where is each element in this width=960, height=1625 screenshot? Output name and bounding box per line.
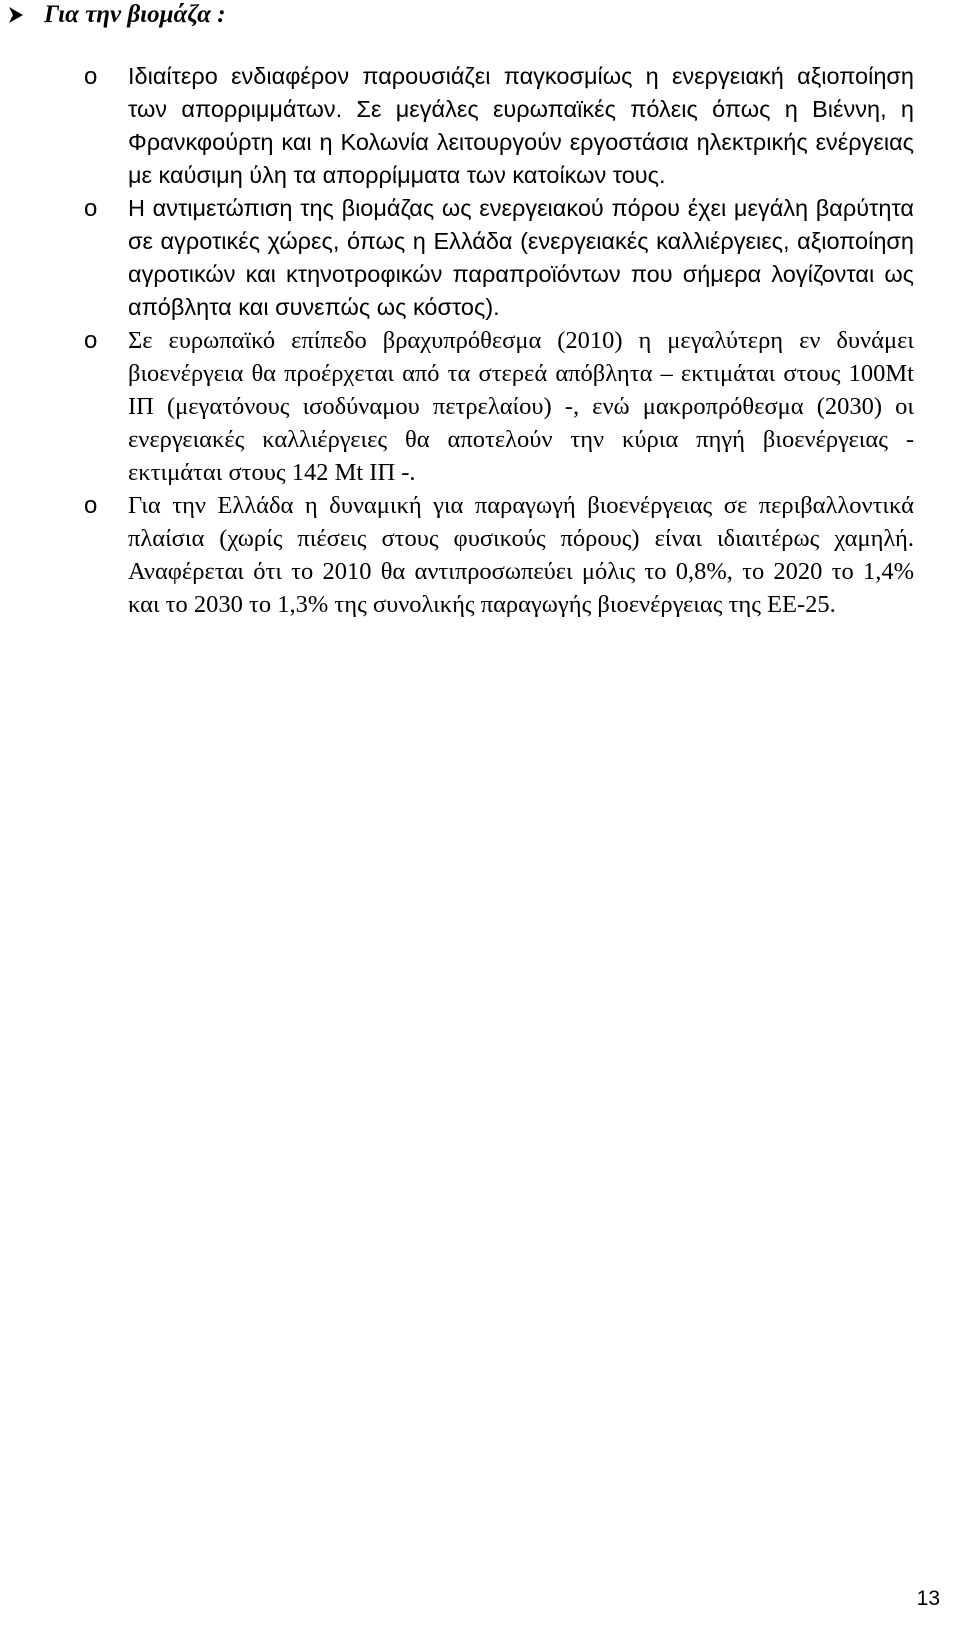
bullet-list: [0, 60, 960, 621]
list-item-text: Ιδιαίτερο ενδιαφέρον παρουσιάζει παγκοσμίως η ενεργειακή αξιοποίηση των απορριμμάτων. Σε μεγάλες ευρωπαϊκές πόλεις όπως η Βιέννη, η Φρανκφούρτη και η Κολωνία λειτουργούν εργοστάσια ηλεκτρικής ενέργειας με καύσιμη ύλη τα απορρίμματα των κατοίκων τους.: [128, 63, 914, 188]
list-item: [0, 324, 914, 489]
list-item: [0, 192, 914, 324]
section-heading: [8, 0, 226, 30]
list-bullet: o: [84, 327, 98, 354]
arrow-bullet-icon: [8, 6, 24, 24]
list-bullet: o: [84, 63, 98, 90]
list-item-text: Για την Ελλάδα η δυναμική για παραγωγή βιοενέργειας σε περιβαλλοντικά πλαίσια (χωρίς πιέσεις στους φυσικούς πόρους) είναι ιδιαιτέρως χαμηλή. Αναφέρεται ότι το 2010 θα αντιπροσωπεύει μόλις το 0,8%, το 2020 το 1,4% και το 2030 το 1,3% της συνολικής παραγωγής βιοενέργειας της ΕΕ-25.: [128, 492, 914, 618]
list-item: [0, 60, 914, 192]
list-item-text: Η αντιμετώπιση της βιομάζας ως ενεργειακού πόρου έχει μεγάλη βαρύτητα σε αγροτικές χώρες, όπως η Ελλάδα (ενεργειακές καλλιέργειες, αξιοποίηση αγροτικών και κτηνοτροφικών παραπροϊόντων που σήμερα λογίζονται ως απόβλητα και συνεπώς ως κόστος).: [128, 195, 914, 320]
section-title: Για την βιομάζα :: [44, 1, 226, 28]
page-number: 13: [916, 1587, 940, 1610]
list-bullet: o: [84, 492, 98, 519]
list-bullet: o: [84, 195, 98, 222]
list-item-text: Σε ευρωπαϊκό επίπεδο βραχυπρόθεσμα (2010) η μεγαλύτερη εν δυνάμει βιοενέργεια θα προέρχεται από τα στερεά απόβλητα – εκτιμάται στους 100Mt ΙΠ (μεγατόνους ισοδύναμου πετρελαίου) -, ενώ μακροπρόθεσμα (2030) οι ενεργειακές καλλιέργειες θα αποτελούν την κύρια πηγή βιοενέργειας - εκτιμάται στους 142 Mt ΙΠ -.: [128, 327, 914, 486]
list-item: [0, 489, 914, 621]
